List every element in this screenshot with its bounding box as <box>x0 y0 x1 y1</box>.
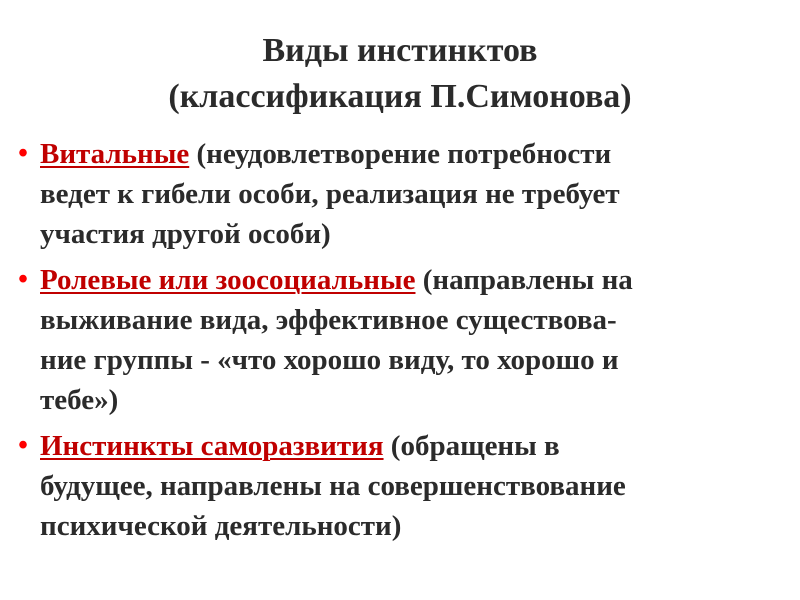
bullet-icon: • <box>18 264 28 295</box>
bullet-line <box>40 426 794 466</box>
bullet-description: тебе») <box>40 384 119 416</box>
bullet-item-vital <box>14 134 794 254</box>
bullet-description: (направлены на <box>415 264 633 296</box>
bullet-description: ведет к гибели особи, реализация не требует <box>40 178 620 210</box>
slide-title <box>0 28 800 120</box>
title-line-2: (классификация П.Симонова) <box>168 78 632 115</box>
bullet-description: выживание вида, эффективное существова- <box>40 304 617 336</box>
bullet-description: будущее, направлены на совершенствование <box>40 470 626 502</box>
title-line-1: Виды инстинктов <box>262 32 538 69</box>
bullet-description: (обращены в <box>383 430 560 462</box>
bullet-term: Ролевые или зоосоциальные <box>40 264 416 296</box>
bullet-icon: • <box>18 430 28 461</box>
bullet-item-self-development <box>14 426 794 546</box>
bullet-line <box>40 260 794 300</box>
bullet-description: психической деятельности) <box>40 510 402 542</box>
bullet-line <box>40 134 794 174</box>
bullet-term: Витальные <box>40 138 190 170</box>
bullet-description: (неудовлетворение потребности <box>189 138 612 170</box>
bullet-description: участия другой особи) <box>40 218 331 250</box>
bullet-item-role <box>14 260 794 420</box>
bullet-term: Инстинкты саморазвития <box>40 430 384 462</box>
bullet-icon: • <box>18 138 28 169</box>
bullet-description: ние группы - «что хорошо виду, то хорошо и <box>40 344 619 376</box>
bullet-list <box>14 134 794 552</box>
